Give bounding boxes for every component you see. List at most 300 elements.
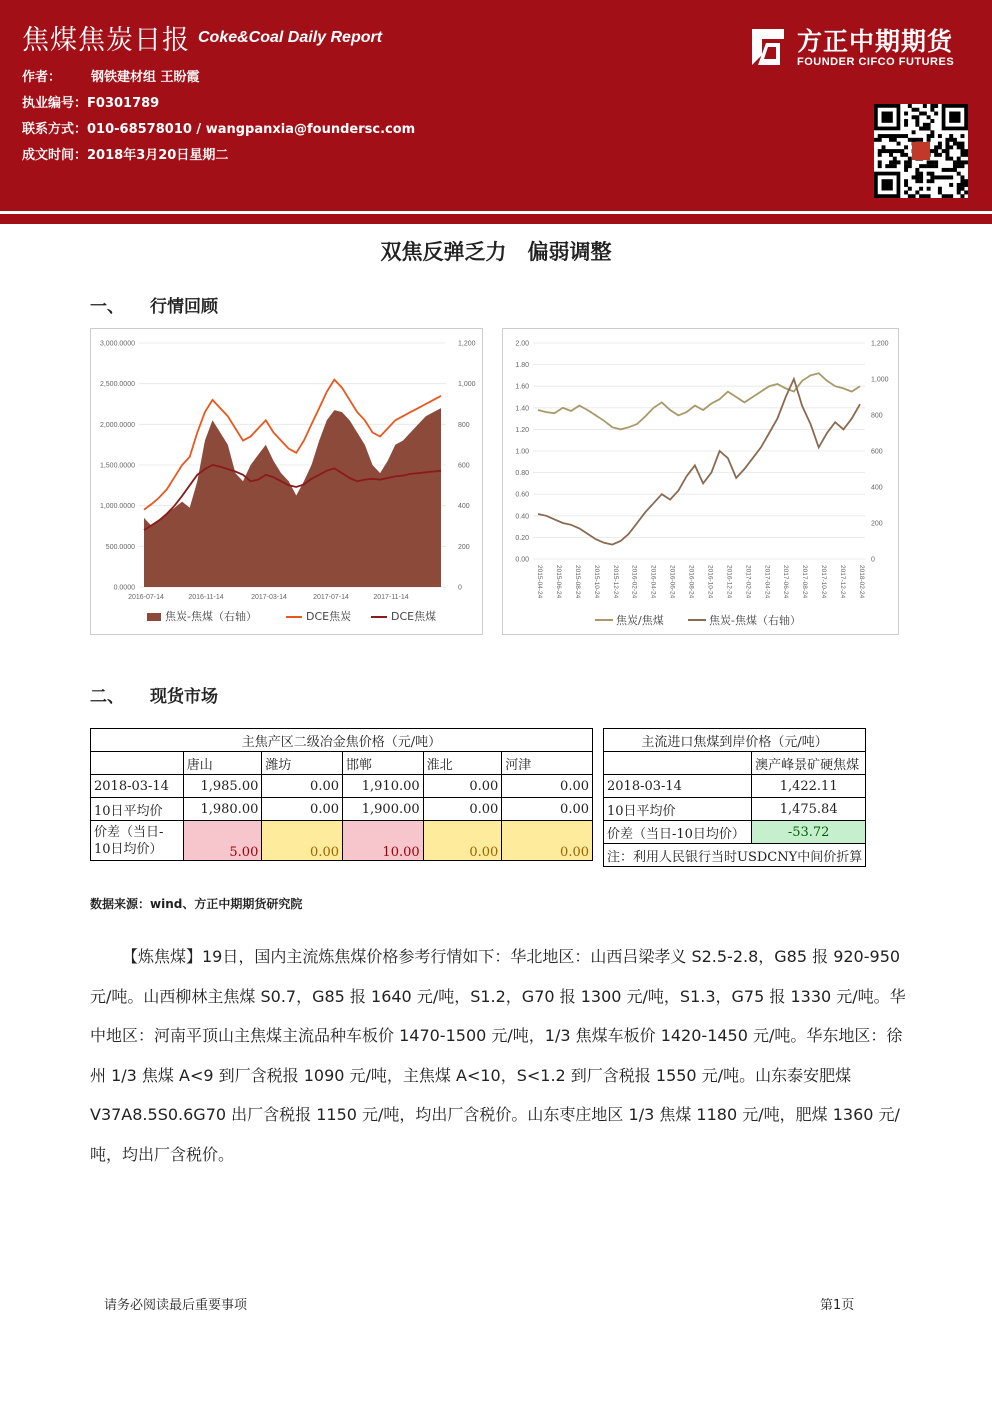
- license-label: 执业编号：: [22, 96, 88, 111]
- qr-module: [960, 145, 964, 149]
- footer-disclaimer: 请务必阅读最后重要事项: [104, 1298, 248, 1313]
- x-tick-label: 2017-12-24: [839, 565, 847, 599]
- qr-module: [900, 153, 904, 157]
- qr-module: [908, 138, 912, 142]
- section-1-number: 一、: [90, 297, 124, 317]
- cell-diff: -53.72: [752, 821, 866, 844]
- contact-label: 联系方式：: [22, 122, 88, 137]
- section-2-number: 二、: [90, 687, 124, 707]
- y-right-tick-label: 600: [871, 448, 883, 456]
- qr-module: [953, 164, 957, 168]
- x-tick-label: 2017-06-24: [782, 565, 790, 599]
- contact-value: 010-68578010 / wangpanxia@foundersc.com: [87, 122, 416, 137]
- date-value: 2018年3月20日星期二: [87, 148, 229, 163]
- header-divider: [0, 214, 992, 224]
- qr-module: [919, 194, 923, 198]
- qr-module: [904, 145, 908, 149]
- qr-module: [960, 183, 964, 187]
- qr-module: [927, 187, 931, 191]
- legend-label: 焦炭/焦煤: [616, 614, 664, 627]
- qr-module: [912, 138, 916, 142]
- qr-module: [915, 190, 919, 194]
- qr-module: [945, 149, 949, 153]
- qr-module: [908, 160, 912, 164]
- y-right-tick-label: 800: [458, 421, 470, 429]
- coking-coal-paragraph: 【炼焦煤】19日，国内主流炼焦煤价格参考行情如下：华北地区：山西吕梁孝义 S2.5-2.8，G85 报 920-950 元/吨。山西柳林主焦煤 S0.7，G85 报 1640 元/吨，S1.2，G70 报 1300 元/吨，S1.3，G75 报 1330 元/吨。华中地区：河南平顶山主焦煤主流品种车板价 1470-1500 元/吨，1/3 焦煤车板价 1420-1450 元/吨。华东地区：徐州 1/3 焦煤 A<9 到厂含税报 1090 元/吨，主焦煤 A<10，S<1.2 到厂含税报 1550 元/吨。山东泰安肥煤 V37A8.5S0.6G70 出厂含税报 1150 元/吨，均出厂含税价。山东枣庄地区 1/3 焦煤 1180 元/吨，肥煤 1360 元/吨，均出厂含税价。: [90, 947, 906, 1164]
- y-left-tick-label: 3,000.0000: [99, 340, 135, 348]
- y-right-tick-label: 1,000: [458, 381, 476, 389]
- qr-module: [949, 175, 953, 179]
- qr-module: [945, 142, 949, 146]
- qr-module: [960, 153, 964, 157]
- x-tick-label: 2017-07-14: [313, 594, 349, 601]
- qr-module: [957, 160, 961, 164]
- qr-module: [938, 175, 942, 179]
- y-left-tick-label: 0.60: [515, 491, 529, 499]
- qr-module: [919, 179, 923, 183]
- qr-module: [878, 134, 882, 138]
- x-tick-label: 2018-02-24: [858, 565, 865, 599]
- qr-center-logo: [912, 142, 930, 160]
- coke-table-col-header: 河津: [502, 752, 593, 775]
- qr-module: [960, 179, 964, 183]
- cell-diff: 10.00: [343, 821, 424, 861]
- coke-table-col-header: 唐山: [183, 752, 262, 775]
- qr-module: [878, 153, 882, 157]
- qr-module: [897, 134, 901, 138]
- x-tick-label: 2017-11-14: [373, 594, 409, 601]
- row-label: 2018-03-14: [91, 775, 184, 798]
- qr-module: [949, 183, 953, 187]
- row-label-line: 10日均价）: [94, 841, 163, 857]
- qr-module: [927, 127, 931, 131]
- qr-module: [919, 172, 923, 176]
- qr-module: [957, 145, 961, 149]
- qr-module: [957, 190, 961, 194]
- qr-module: [927, 115, 931, 119]
- legend-swatch: [147, 613, 161, 621]
- cell-value: 0.00: [502, 798, 593, 821]
- author-line: [22, 66, 200, 85]
- qr-module: [923, 104, 927, 108]
- logo-text-cn: 方正中期期货: [797, 27, 954, 56]
- qr-module: [912, 115, 916, 119]
- qr-module: [919, 138, 923, 142]
- qr-module: [904, 119, 908, 123]
- qr-module: [882, 149, 886, 153]
- series-area-coke-minus-coal: [144, 408, 441, 587]
- cell-value: 1,475.84: [752, 798, 866, 821]
- qr-module: [945, 175, 949, 179]
- qr-module: [953, 138, 957, 142]
- qr-module: [938, 134, 942, 138]
- qr-module: [960, 134, 964, 138]
- x-tick-label: 2015-04-24: [536, 565, 543, 599]
- qr-module: [938, 153, 942, 157]
- qr-module: [957, 142, 961, 146]
- qr-module: [927, 179, 931, 183]
- qr-finder: [882, 179, 893, 190]
- qr-module: [915, 138, 919, 142]
- legend-label: 焦炭-焦煤（右轴）: [165, 610, 257, 623]
- qr-module: [960, 164, 964, 168]
- qr-module: [900, 134, 904, 138]
- legend-label: DCE焦炭: [306, 610, 352, 623]
- x-tick-label: 2017-04-24: [763, 565, 771, 599]
- x-tick-label: 2015-06-24: [554, 565, 562, 599]
- qr-module: [949, 157, 953, 161]
- qr-module: [942, 175, 946, 179]
- qr-module: [960, 142, 964, 146]
- qr-module: [927, 160, 931, 164]
- qr-module: [889, 138, 893, 142]
- qr-module: [912, 175, 916, 179]
- qr-module: [889, 134, 893, 138]
- coke-table-col-header: 淮北: [423, 752, 502, 775]
- cell-diff: 0.00: [262, 821, 343, 861]
- y-right-tick-label: 600: [458, 462, 470, 470]
- qr-module: [927, 194, 931, 198]
- y-left-tick-label: 2.00: [515, 340, 529, 348]
- license-line: [22, 92, 159, 111]
- qr-module: [960, 149, 964, 153]
- series-line-0: [538, 373, 860, 429]
- qr-module: [919, 112, 923, 116]
- qr-module: [945, 168, 949, 172]
- y-left-tick-label: 2,000.0000: [99, 421, 135, 429]
- qr-module: [904, 134, 908, 138]
- cell-value: 0.00: [502, 775, 593, 798]
- y-right-tick-label: 1,200: [458, 340, 476, 348]
- qr-module: [893, 134, 897, 138]
- cell-value: 1,985.00: [183, 775, 262, 798]
- x-tick-label: 2016-11-14: [188, 594, 224, 601]
- coke-table-col-header: 邯郸: [343, 752, 424, 775]
- report-title-cn: 焦煤焦炭日报: [22, 25, 190, 56]
- logo-text-en: FOUNDER CIFCO FUTURES: [797, 56, 955, 68]
- qr-module: [908, 157, 912, 161]
- qr-module: [945, 145, 949, 149]
- qr-module: [885, 134, 889, 138]
- qr-module: [889, 164, 893, 168]
- cell-value: 1,910.00: [343, 775, 424, 798]
- y-left-tick-label: 0.20: [515, 534, 529, 542]
- y-right-tick-label: 200: [458, 543, 470, 551]
- section-1-heading: [90, 292, 218, 317]
- report-title-en: Coke&Coal Daily Report: [198, 29, 383, 46]
- date-label: 成文时间：: [22, 148, 88, 163]
- qr-module: [889, 149, 893, 153]
- qr-module: [949, 138, 953, 142]
- y-left-tick-label: 1,000.0000: [99, 503, 135, 511]
- qr-module: [874, 138, 878, 142]
- section-2-title: 现货市场: [150, 687, 218, 707]
- qr-module: [912, 194, 916, 198]
- qr-module: [960, 160, 964, 164]
- qr-module: [945, 194, 949, 198]
- y-left-tick-label: 0.80: [515, 470, 529, 478]
- y-right-tick-label: 400: [458, 503, 470, 511]
- qr-module: [889, 160, 893, 164]
- qr-module: [915, 175, 919, 179]
- x-tick-label: 2016-12-24: [725, 565, 733, 599]
- qr-module: [927, 172, 931, 176]
- y-right-tick-label: 200: [871, 520, 883, 528]
- qr-module: [957, 157, 961, 161]
- y-left-tick-label: 2,500.0000: [99, 381, 135, 389]
- qr-module: [893, 149, 897, 153]
- qr-module: [882, 134, 886, 138]
- qr-module: [923, 123, 927, 127]
- qr-module: [904, 183, 908, 187]
- series-line-1: [538, 379, 860, 545]
- qr-module: [930, 160, 934, 164]
- qr-module: [927, 138, 931, 142]
- qr-module: [893, 164, 897, 168]
- coke-table-corner: [91, 752, 184, 775]
- qr-module: [885, 149, 889, 153]
- founder-logo-icon: [744, 25, 788, 69]
- qr-module: [923, 127, 927, 131]
- x-tick-label: 2016-04-24: [649, 565, 657, 599]
- qr-module: [908, 187, 912, 191]
- qr-module: [912, 108, 916, 112]
- x-tick-label: 2015-10-24: [592, 565, 600, 599]
- qr-module: [934, 145, 938, 149]
- row-label: 价差（当日-10日均价）: [604, 821, 752, 844]
- qr-module: [897, 149, 901, 153]
- qr-module: [923, 112, 927, 116]
- y-right-tick-label: 0: [871, 556, 875, 564]
- qr-module: [960, 187, 964, 191]
- qr-module: [964, 160, 968, 164]
- qr-module: [964, 190, 968, 194]
- y-left-tick-label: 1,500.0000: [99, 462, 135, 470]
- qr-module: [930, 179, 934, 183]
- row-label: 10日平均价: [604, 798, 752, 821]
- qr-module: [964, 153, 968, 157]
- qr-module: [930, 172, 934, 176]
- qr-module: [942, 149, 946, 153]
- author-label: 作者：: [22, 70, 62, 85]
- qr-module: [953, 160, 957, 164]
- qr-module: [930, 119, 934, 123]
- qr-module: [957, 164, 961, 168]
- x-tick-label: 2016-02-24: [630, 565, 638, 599]
- qr-module: [938, 187, 942, 191]
- cell-value: 1,422.11: [752, 775, 866, 798]
- y-left-tick-label: 1.80: [515, 362, 529, 370]
- qr-module: [915, 168, 919, 172]
- y-left-tick-label: 1.00: [515, 448, 529, 456]
- qr-module: [930, 149, 934, 153]
- qr-module: [915, 119, 919, 123]
- import-table-corner: [604, 752, 752, 775]
- qr-module: [904, 190, 908, 194]
- qr-module: [957, 172, 961, 176]
- cell-diff: 0.00: [423, 821, 502, 861]
- qr-module: [878, 164, 882, 168]
- x-tick-label: 2016-10-24: [706, 565, 714, 599]
- qr-module: [934, 112, 938, 116]
- qr-module: [900, 149, 904, 153]
- y-right-tick-label: 1,000: [871, 376, 889, 384]
- qr-module: [927, 123, 931, 127]
- qr-module: [915, 115, 919, 119]
- qr-module: [915, 172, 919, 176]
- coke-table-col-header: 潍坊: [262, 752, 343, 775]
- qr-code-icon: [874, 104, 968, 198]
- section-1-title: 行情回顾: [150, 297, 218, 317]
- import-table-note: 注：利用人民银行当时USDCNY中间价折算: [604, 844, 866, 867]
- document-title: 双焦反弹乏力 偏弱调整: [380, 240, 612, 264]
- coke-table-title: 主焦产区二级冶金焦价格（元/吨）: [91, 729, 593, 752]
- x-tick-label: 2017-10-24: [820, 565, 828, 599]
- license-value: F0301789: [87, 96, 160, 111]
- qr-module: [923, 164, 927, 168]
- table-row: [604, 775, 866, 798]
- qr-module: [904, 112, 908, 116]
- x-tick-label: 2016-06-24: [668, 565, 676, 599]
- qr-module: [882, 145, 886, 149]
- qr-module: [897, 160, 901, 164]
- qr-module: [908, 194, 912, 198]
- qr-module: [915, 123, 919, 127]
- import-table-title: 主流进口焦煤到岸价格（元/吨）: [604, 729, 866, 752]
- cell-value: 1,980.00: [183, 798, 262, 821]
- x-tick-label: 2017-02-24: [744, 565, 752, 599]
- y-right-tick-label: 400: [871, 484, 883, 492]
- qr-module: [960, 194, 964, 198]
- chart-1-svg: [91, 329, 484, 636]
- qr-module: [878, 160, 882, 164]
- qr-module: [904, 160, 908, 164]
- qr-module: [945, 138, 949, 142]
- table-row: [604, 821, 866, 844]
- qr-module: [957, 187, 961, 191]
- qr-module: [878, 138, 882, 142]
- x-tick-label: 2015-12-24: [611, 565, 619, 599]
- y-left-tick-label: 1.60: [515, 383, 529, 391]
- y-right-tick-label: 800: [871, 412, 883, 420]
- qr-module: [953, 168, 957, 172]
- qr-module: [938, 190, 942, 194]
- qr-module: [904, 153, 908, 157]
- qr-module: [930, 134, 934, 138]
- qr-module: [942, 168, 946, 172]
- qr-module: [964, 179, 968, 183]
- qr-module: [919, 187, 923, 191]
- qr-module: [915, 108, 919, 112]
- x-tick-label: 2017-08-24: [801, 565, 809, 599]
- qr-module: [885, 164, 889, 168]
- qr-module: [927, 164, 931, 168]
- chart-coke-coal-futures: [90, 328, 483, 635]
- qr-module: [934, 164, 938, 168]
- coke-price-table: [90, 728, 593, 861]
- x-tick-label: 2016-07-14: [128, 594, 164, 601]
- table-row: [91, 821, 593, 861]
- table-row: [91, 775, 593, 798]
- qr-module: [915, 179, 919, 183]
- qr-finder: [949, 112, 960, 123]
- y-left-tick-label: 1.40: [515, 405, 529, 413]
- qr-module: [930, 130, 934, 134]
- qr-module: [897, 142, 901, 146]
- qr-module: [957, 183, 961, 187]
- qr-module: [893, 160, 897, 164]
- legend-label: DCE焦煤: [391, 610, 437, 623]
- qr-module: [949, 134, 953, 138]
- cell-diff: 5.00: [183, 821, 262, 861]
- qr-module: [878, 149, 882, 153]
- qr-module: [904, 179, 908, 183]
- qr-module: [930, 175, 934, 179]
- footer-page-number: 第1页: [820, 1298, 855, 1313]
- import-coal-table: [603, 728, 866, 867]
- qr-module: [964, 149, 968, 153]
- chart-coke-coal-ratio: [502, 328, 899, 635]
- x-tick-label: 2016-08-24: [687, 565, 695, 599]
- qr-module: [942, 194, 946, 198]
- qr-module: [930, 164, 934, 168]
- table-row: [604, 798, 866, 821]
- qr-module: [934, 153, 938, 157]
- qr-module: [912, 130, 916, 134]
- x-tick-label: 2015-08-24: [573, 565, 581, 599]
- cell-diff: 0.00: [502, 821, 593, 861]
- qr-module: [889, 153, 893, 157]
- cell-value: 0.00: [262, 775, 343, 798]
- qr-module: [945, 153, 949, 157]
- y-right-tick-label: 1,200: [871, 340, 889, 348]
- qr-module: [960, 175, 964, 179]
- qr-module: [934, 149, 938, 153]
- qr-module: [934, 175, 938, 179]
- y-left-tick-label: 1.20: [515, 426, 529, 434]
- qr-module: [904, 168, 908, 172]
- qr-module: [893, 138, 897, 142]
- qr-module: [930, 104, 934, 108]
- cell-value: 1,900.00: [343, 798, 424, 821]
- qr-module: [953, 142, 957, 146]
- qr-module: [949, 145, 953, 149]
- qr-module: [927, 134, 931, 138]
- section-2-heading: [90, 682, 218, 707]
- legend-label: 焦炭-焦煤（右轴）: [709, 614, 801, 627]
- row-label: 10日平均价: [91, 798, 184, 821]
- qr-module: [904, 164, 908, 168]
- chart-2-svg: [503, 329, 900, 636]
- qr-module: [908, 164, 912, 168]
- import-table-col-header: 澳产峰景矿硬焦煤: [752, 752, 866, 775]
- cell-value: 0.00: [262, 798, 343, 821]
- row-label: [91, 821, 184, 861]
- qr-module: [908, 104, 912, 108]
- qr-module: [919, 127, 923, 131]
- data-source: 数据来源：wind、方正中期期货研究院: [90, 897, 303, 911]
- y-right-tick-label: 0: [458, 584, 462, 592]
- author-value: 钢铁建材组 王盼霞: [91, 70, 200, 85]
- cell-value: 0.00: [423, 798, 502, 821]
- header-divider-white: [0, 211, 992, 213]
- qr-module: [904, 123, 908, 127]
- y-left-tick-label: 500.0000: [105, 543, 135, 551]
- qr-module: [964, 183, 968, 187]
- qr-module: [938, 145, 942, 149]
- contact-line: [22, 118, 415, 137]
- qr-module: [949, 194, 953, 198]
